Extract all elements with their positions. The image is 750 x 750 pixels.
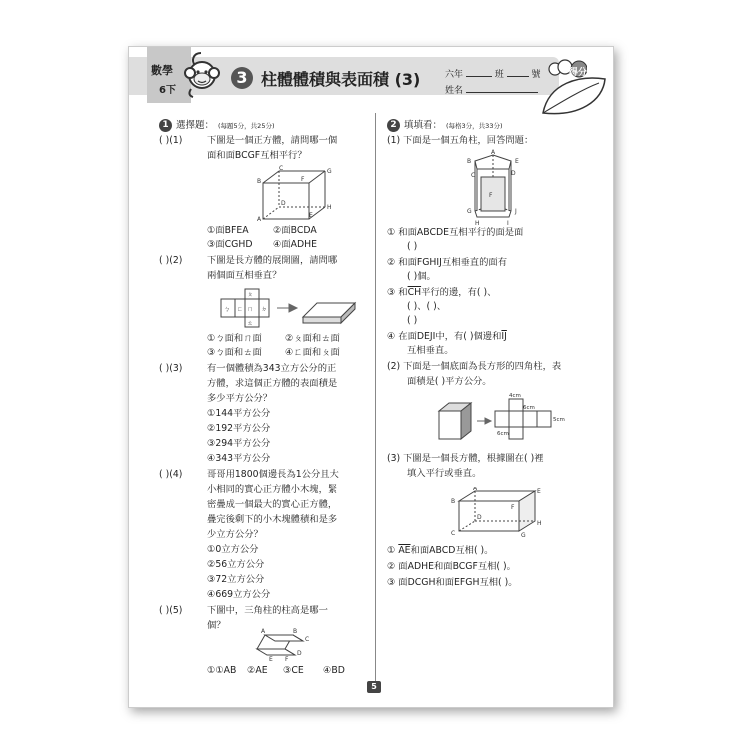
q2-option-c: ③ㄅ面和ㄊ面: [207, 347, 262, 358]
pent-label-i: I: [507, 220, 509, 225]
q2-prefix: ( )(2): [159, 255, 183, 266]
subject-label: 數學: [151, 64, 173, 77]
seat-field[interactable]: [507, 67, 529, 77]
unit-title: 柱體體積與表面積 (3): [261, 70, 421, 89]
q4-prefix: ( )(4): [159, 469, 183, 480]
pent-label-c: C: [471, 172, 476, 179]
q5-prefix: ( )(5): [159, 605, 183, 616]
p3-a1-rest[interactable]: 和面ABCD互相( )。: [410, 545, 494, 556]
p3-a1-segment: $\overline{AE}$: [398, 545, 411, 556]
cuboid-label-g: G: [521, 532, 526, 539]
q3-option-a: ①144平方公分: [207, 408, 271, 419]
arrow-icon: [277, 304, 297, 312]
score-leaf-icon: [539, 73, 609, 119]
p3-a2[interactable]: ② 面ADHE和面BCGF互相( )。: [387, 561, 516, 572]
q4-line1: 哥哥用1800個邊長為1公分且大: [207, 469, 339, 480]
p1-a3-prefix: ③ 和: [387, 287, 408, 298]
cuboid-label-b: B: [451, 498, 456, 505]
page-header: [129, 47, 613, 105]
section1-heading: [159, 117, 275, 132]
net-label-2: ㄆ: [247, 291, 254, 298]
pent-label-j: J: [515, 208, 517, 215]
q4-option-d: ④669立方公分: [207, 589, 271, 600]
net-dim-4: 6cm: [497, 431, 509, 437]
rectangular-prism-net-figure: [435, 393, 585, 449]
q4-line2: 小相同的實心正方體小木塊，緊: [207, 484, 338, 495]
section1-title: 選擇題：: [176, 120, 215, 131]
p1-line1: (1) 下面是一個五角柱，回答問題：: [387, 135, 534, 146]
p1-a4-line1: [387, 331, 507, 343]
q4-option-c: ③72立方公分: [207, 574, 265, 585]
net-label-5: ㄊ: [247, 320, 254, 327]
p1-a4-prefix[interactable]: ④ 在面DEJI中，有( )個邊和: [387, 331, 502, 342]
name-field[interactable]: [466, 83, 538, 93]
net-label-1: ㄅ: [224, 306, 231, 313]
q3-option-c: ③294平方公分: [207, 438, 271, 449]
prism-label-d: D: [297, 650, 302, 657]
q4-line5: 少立方公分？: [207, 529, 263, 540]
name-label: 姓名: [445, 86, 464, 96]
cuboid-label-d: D: [477, 514, 482, 521]
prism-label-b: B: [293, 628, 298, 635]
q2-option-a: ①ㄅ面和ㄇ面: [207, 333, 262, 344]
q3-line3: 多少平方公分？: [207, 393, 273, 404]
p1-a3-rest[interactable]: 平行的邊，有( )、: [421, 287, 497, 298]
cuboid-figure: [449, 487, 549, 539]
p1-a1-line1: ① 和面ABCDE互相平行的面是面: [387, 227, 524, 238]
prism-label-e: E: [269, 656, 273, 663]
p1-a2-answer[interactable]: ( )個。: [407, 271, 436, 282]
p3-line2: 填入平行或垂直。: [407, 468, 482, 479]
unit-number-badge: 3: [231, 67, 253, 89]
cuboid-label-e: E: [537, 488, 541, 495]
pentagonal-prism-figure: [461, 149, 525, 225]
section2-title: 填填看：: [404, 120, 443, 131]
q3-option-d: ④343平方公分: [207, 453, 271, 464]
net-label-4: ㄈ: [237, 306, 244, 313]
name-row: [445, 83, 538, 96]
section2-number: 2: [387, 119, 400, 132]
p1-a3-line2[interactable]: ( )、( )、: [407, 301, 447, 312]
section2-heading: [387, 117, 503, 132]
class-field[interactable]: [466, 67, 492, 77]
pent-label-d: D: [511, 170, 516, 177]
q3-line1: 有一個體積為343立方公分的正: [207, 363, 337, 374]
net-dim-3: 5cm: [553, 417, 565, 423]
pent-label-a: A: [491, 149, 496, 156]
p3-a1-num: ①: [387, 545, 396, 556]
q1-option-a: ①面BFEA: [207, 225, 249, 236]
section2-note: (每格3分，共33分): [446, 122, 503, 130]
box-net-figure: [211, 287, 361, 329]
cuboid-label-c: C: [451, 530, 456, 537]
q3-option-b: ②192平方公分: [207, 423, 271, 434]
q2-option-d: ④ㄈ面和ㄆ面: [285, 347, 340, 358]
triangular-prism-figure: [255, 627, 321, 663]
cube-label-b: B: [257, 178, 262, 185]
cube-label-h: H: [327, 204, 332, 211]
grade-year-label: 六年: [445, 70, 464, 80]
cube-label-g: G: [327, 168, 332, 175]
cuboid-label-h: H: [537, 520, 542, 527]
prism-label-a: A: [261, 628, 266, 635]
q3-line2: 方體，求這個正方體的表面積是: [207, 378, 338, 389]
q1-line1: 下圖是一個正方體，請問哪一個: [207, 135, 338, 146]
page-number: 5: [367, 681, 381, 693]
arrow-icon: [477, 418, 491, 424]
q4-option-b: ②56立方公分: [207, 559, 265, 570]
p2-line2[interactable]: 面積是( )平方公分。: [407, 376, 492, 387]
cube-label-a: A: [257, 216, 262, 223]
q4-line4: 疊完後剩下的小木塊體積和是多: [207, 514, 338, 525]
cube-figure: [255, 165, 335, 223]
pent-label-f: F: [489, 192, 493, 199]
net-label-6: ㄉ: [261, 306, 268, 313]
q1-prefix: ( )(1): [159, 135, 183, 146]
q2-option-b: ②ㄆ面和ㄊ面: [285, 333, 340, 344]
net-label-3: ㄇ: [247, 306, 254, 313]
workbook-page: [128, 46, 614, 708]
q5-option-c: ③CE: [283, 665, 304, 676]
cube-label-d: D: [281, 200, 286, 207]
p1-a3-line3[interactable]: ( ): [407, 315, 418, 326]
score-label: 得分: [569, 68, 588, 78]
prism-label-c: C: [305, 636, 310, 643]
section1-note: (每題5分，共25分): [218, 122, 275, 130]
p1-a4-segment: $\overline{IJ}$: [501, 331, 507, 342]
pent-label-h: H: [475, 220, 480, 225]
p1-a3-segment: $\overline{CH}$: [407, 287, 422, 298]
q5-line1: 下圖中，三角柱的柱高是哪一: [207, 605, 328, 616]
q2-line2: 兩個面互相垂直？: [207, 270, 282, 281]
prism-label-f: F: [285, 656, 289, 663]
p3-a3[interactable]: ③ 面DCGH和面EFGH互相( )。: [387, 577, 518, 588]
q5-option-a-seg: ①AB: [215, 665, 237, 676]
pent-label-e: E: [515, 158, 519, 165]
pent-label-g: G: [467, 208, 472, 215]
q5-option-a: ①①AB: [207, 665, 237, 676]
q5-option-b: ②AE: [247, 665, 268, 676]
p1-a3-line1: [387, 287, 496, 299]
seat-label: 號: [531, 70, 541, 80]
q5-line2: 個？: [207, 620, 226, 631]
cube-label-c: C: [279, 165, 284, 172]
q1-line2: 面和面BCGF互相平行？: [207, 150, 307, 161]
q1-option-c: ③面CGHD: [207, 239, 253, 250]
q1-option-b: ②面BCDA: [273, 225, 317, 236]
p3-a1: [387, 545, 493, 557]
class-label: 班: [494, 70, 504, 80]
q4-option-a: ①0立方公分: [207, 544, 259, 555]
q4-line3: 密疊成一個最大的實心正方體，: [207, 499, 338, 510]
cube-label-e: E: [309, 212, 313, 219]
net-dim-1: 4cm: [509, 393, 521, 399]
monkey-mascot-icon: [181, 51, 223, 99]
cube-label-f: F: [301, 176, 305, 183]
class-info-row: [445, 67, 541, 80]
net-dim-2: 6cm: [523, 405, 535, 411]
pent-label-b: B: [467, 158, 472, 165]
p2-line1: (2) 下面是一個底面為長方形的四角柱，表: [387, 361, 562, 372]
p1-a2-line1: ② 和面FGHIJ互相垂直的面有: [387, 257, 507, 268]
p1-a1-answer[interactable]: ( ): [407, 241, 418, 252]
q3-prefix: ( )(3): [159, 363, 183, 374]
q5-option-d: ④BD: [323, 665, 345, 676]
section1-number: 1: [159, 119, 172, 132]
q1-option-d: ④面ADHE: [273, 239, 318, 250]
cuboid-label-f: F: [511, 504, 515, 511]
p1-a4-line2: 互相垂直。: [407, 345, 454, 356]
grade-label: 6下: [159, 85, 176, 96]
cuboid-label-a: A: [473, 487, 478, 492]
q2-line1: 下圖是長方體的展開圖，請問哪: [207, 255, 338, 266]
column-divider: [375, 113, 376, 693]
p3-line1: (3) 下圖是一個長方體，根據圖在( )裡: [387, 453, 544, 464]
